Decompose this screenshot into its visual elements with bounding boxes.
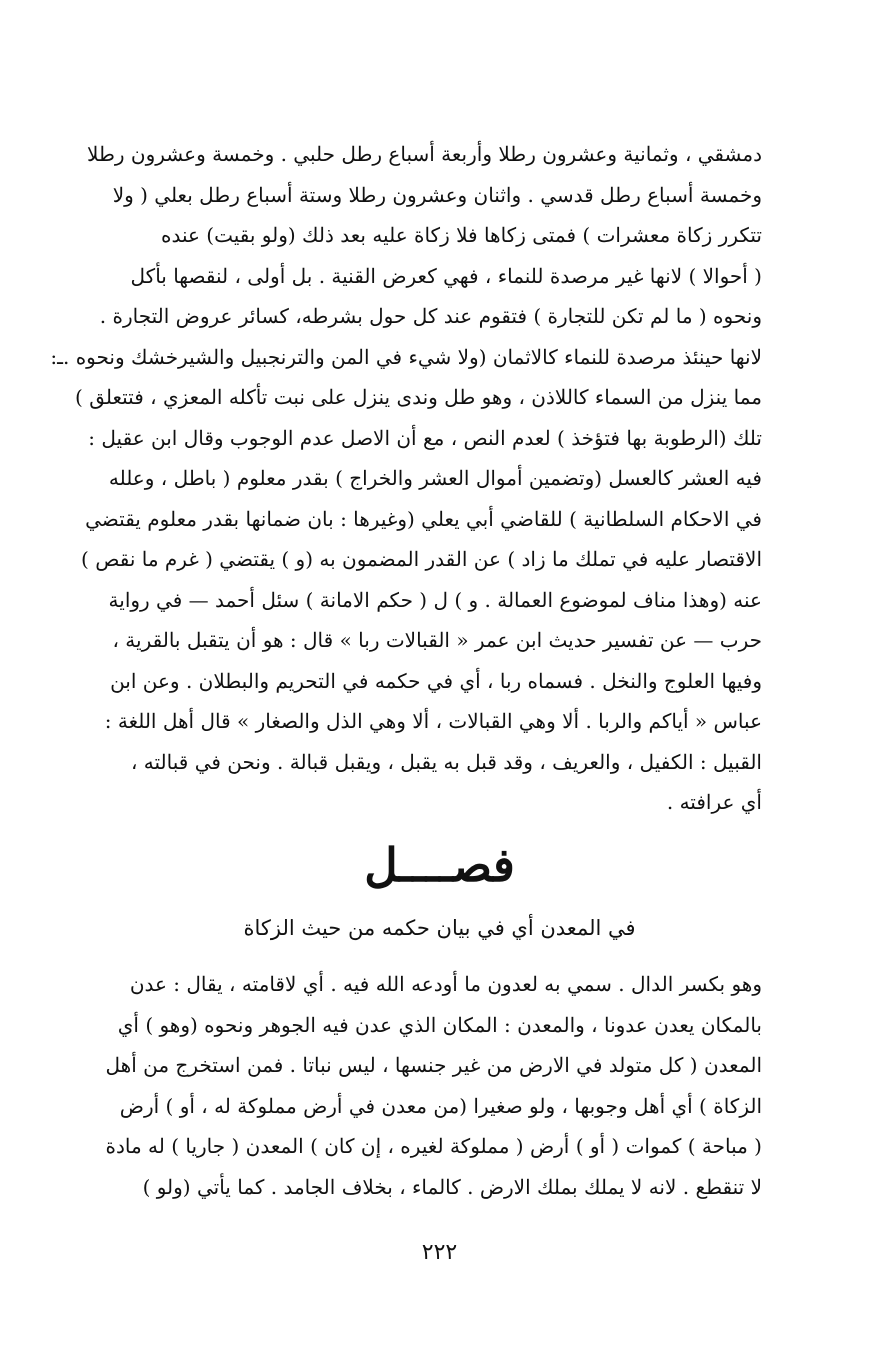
paragraph-mineral-definition	[18, 964, 762, 1207]
text-line: وخمسة أسباع رطل قدسي . واثنان وعشرون رطلا وستة أسباع رطل بعلي ( ولا	[112, 182, 762, 207]
text-line: دمشقي ، وثمانية وعشرون رطلا وأربعة أسباع رطل حلبي . وخمسة وعشرون رطلا	[87, 142, 762, 166]
text-line: القبيل : الكفيل ، والعريف ، وقد قبل به يقبل ، ويقبل قبالة . ونحن في قبالته ،	[130, 749, 762, 774]
text-line: بالمكان يعدن عدونا ، والمعدن : المكان الذي عدن فيه الجوهر ونحوه (وهو ) أي	[117, 1012, 762, 1037]
text-line: لانها حينئذ مرصدة للنماء كالاثمان (ولا شيء في المن والترنجبيل والشيرخشك ونحوه .ـ:	[50, 344, 762, 369]
paragraph-zakat-weights	[18, 134, 762, 823]
section-subtitle: في المعدن أي في بيان حكمه من حيث الزكاة	[243, 916, 636, 940]
section-heading: فصــــل	[364, 838, 515, 892]
text-line: المعدن ( كل متولد في الارض من غير جنسها ، ليس نباتا . فمن استخرج من أهل	[105, 1053, 762, 1077]
text-line: الزكاة ) أي أهل وجوبها ، ولو صغيرا (من معدن في أرض مملوكة له ، أو ) أرض	[119, 1093, 762, 1118]
text-line: وهو بكسر الدال . سمي به لعدون ما أودعه الله فيه . أي لاقامته ، يقال : عدن	[129, 972, 762, 996]
text-line: ( مباحة ) كموات ( أو ) أرض ( مملوكة لغيره ، إن كان ) المعدن ( جاريا ) له مادة	[105, 1134, 762, 1158]
text-line: عباس « أياكم والربا . ألا وهي القبالات ، ألا وهي الذل والصغار » قال أهل اللغة :	[104, 709, 762, 733]
text-line: مما ينزل من السماء كاللاذن ، وهو طل وندى ينزل على نبت تأكله المعزي ، فتتعلق )	[75, 385, 762, 409]
text-line: تلك (الرطوبة بها فتؤخذ ) لعدم النص ، مع أن الاصل عدم الوجوب وقال ابن عقيل :	[88, 425, 762, 450]
text-line: أي عرافته .	[666, 790, 762, 814]
text-line: الاقتصار عليه في تملك ما زاد ) عن القدر المضمون به (و ) يقتضي ( غرم ما نقص )	[81, 547, 762, 571]
text-line: وفيها العلوج والنخل . فسماه ربا ، أي في حكمه في التحريم والبطلان . وعن ابن	[110, 668, 762, 693]
text-line: لا تنقطع . لانه لا يملك بملك الارض . كالماء ، بخلاف الجامد . كما يأتي (ولو )	[142, 1174, 762, 1199]
text-line: عنه (وهذا مناف لموضوع العمالة . و ) ل ( حكم الامانة ) سئل أحمد — في رواية	[108, 587, 762, 612]
text-line: تتكرر زكاة معشرات ) فمتى زكاها فلا زكاة عليه بعد ذلك (ولو بقيت) عنده	[160, 223, 762, 247]
text-line: في الاحكام السلطانية ) للقاضي أبي يعلي (وغيرها : بان ضمانها بقدر معلوم يقتضي	[85, 506, 762, 531]
page-number: ٢٢٢	[421, 1240, 458, 1265]
text-line: حرب — عن تفسير حديث ابن عمر « القبالات ربا » قال : هو أن يتقبل بالقرية ،	[112, 628, 762, 652]
text-line: فيه العشر كالعسل (وتضمين أموال العشر والخراج ) بقدر معلوم ( باطل ، وعلله	[108, 466, 762, 490]
text-line: ( أحوالا ) لانها غير مرصدة للنماء ، فهي كعرض القنية . بل أولى ، لنقصها بأكل	[130, 263, 762, 288]
text-line: ونحوه ( ما لم تكن للتجارة ) فتقوم عند كل حول بشرطه، كسائر عروض التجارة .	[99, 304, 762, 328]
